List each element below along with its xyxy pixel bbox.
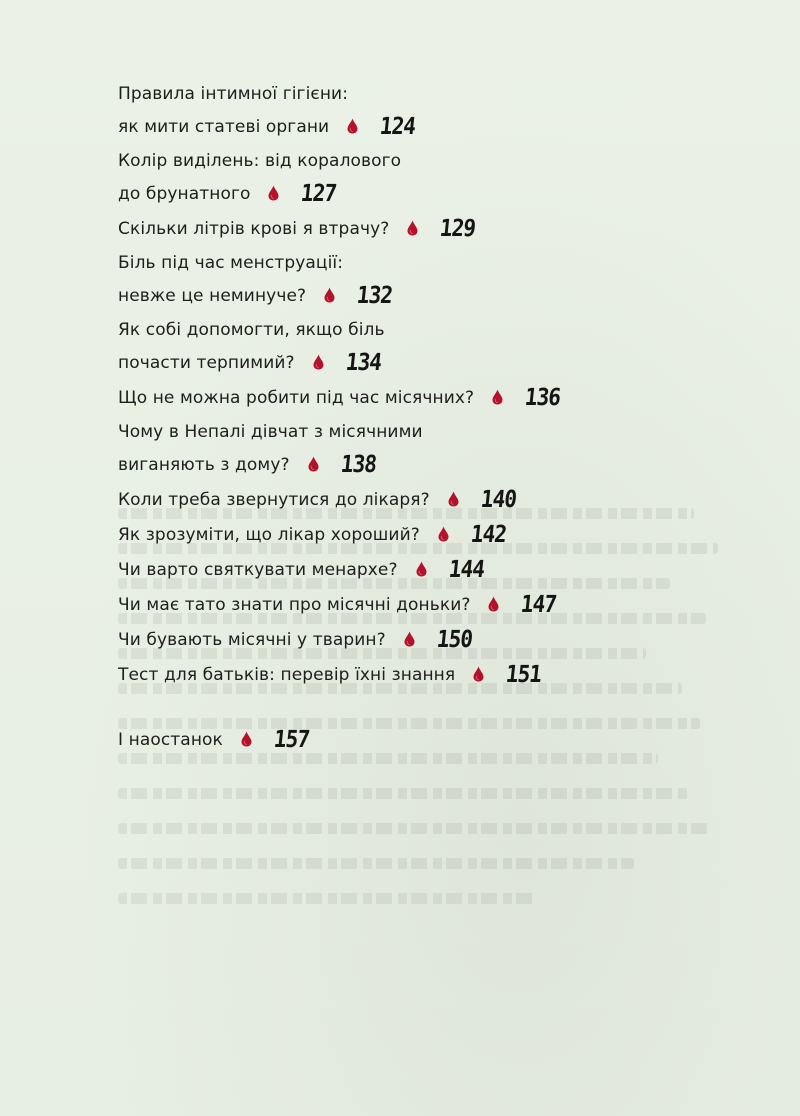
toc-entry-title: Правила інтимної гігієни: [118,84,349,104]
toc-entry-title: як мити статеві органи [118,117,330,137]
page-number: 140 [479,485,518,513]
page-number: 138 [339,450,377,478]
toc-entry-parent-test[interactable] [118,658,738,691]
toc-entry-title: Біль під час менструації: [118,253,344,273]
toc-entry-title: виганяють з дому? [118,455,290,475]
toc-entry-title: Скільки літрів крові я втрачу? [118,219,390,239]
toc-entry-title: Чи бувають місячні у тварин? [118,630,386,650]
toc-entry-title: невже це неминуче? [118,286,307,306]
toc-entry-restrictions[interactable] [118,381,738,414]
toc-entry-good-doctor[interactable] [118,518,738,551]
toc-entry-blood-loss[interactable] [118,212,738,245]
toc-entry-title: Що не можна робити під час місячних? [118,388,475,408]
toc-entry-title: Чи має тато знати про місячні доньки? [118,595,471,615]
page-number: 129 [438,214,477,242]
page-number: 142 [469,520,508,548]
toc-entry-title: Як зрозуміти, що лікар хороший? [118,525,420,545]
blood-drop-icon [492,389,503,405]
blood-drop-icon [404,631,415,647]
blood-drop-icon [313,354,324,370]
toc-entry-title: Колір виділень: від коралового [118,151,402,171]
blood-drop-icon [268,185,279,201]
toc-entry-menarche[interactable] [118,553,738,586]
toc-entry-title: до брунатного [118,184,251,204]
toc-entry-title: Чи варто святкувати менархе? [118,560,398,580]
toc-entry-father[interactable] [118,588,738,621]
blood-drop-icon [241,731,252,747]
toc-entry-doctor-when[interactable] [118,483,738,516]
blood-drop-icon [473,666,484,682]
blood-drop-icon [407,220,418,236]
toc-entry-title: І наостанок [118,730,223,750]
toc-entry-self-help[interactable] [118,314,738,379]
toc-entry-hygiene[interactable] [118,78,738,143]
blood-drop-icon [416,561,427,577]
blood-drop-icon [308,456,319,472]
toc-entry-title: Чому в Непалі дівчат з місячними [118,422,423,442]
toc-entry-title: Тест для батьків: перевір їхні знання [118,665,456,685]
page-number: 134 [344,348,382,376]
page-number: 151 [504,660,543,688]
page-number: 144 [447,555,485,583]
table-of-contents [118,78,738,756]
blood-drop-icon [347,118,358,134]
toc-entry-title: Як собі допомогти, якщо біль [118,320,385,340]
toc-entry-discharge-color[interactable] [118,145,738,210]
toc-entry-title: Коли треба звернутися до лікаря? [118,490,430,510]
page-number: 157 [272,725,311,753]
page-number: 136 [523,383,562,411]
blood-drop-icon [448,491,459,507]
page-number: 124 [378,112,417,140]
page-number: 150 [435,625,474,653]
toc-entry-finally[interactable] [118,723,738,756]
page-number: 127 [300,179,338,207]
toc-entry-title: почасти терпимий? [118,353,295,373]
page-number: 132 [355,281,394,309]
toc-entry-pain[interactable] [118,247,738,312]
blood-drop-icon [438,526,449,542]
blood-drop-icon [488,596,499,612]
blood-drop-icon [324,287,335,303]
toc-entry-nepal[interactable] [118,416,738,481]
page-number: 147 [520,590,558,618]
toc-entry-animals[interactable] [118,623,738,656]
